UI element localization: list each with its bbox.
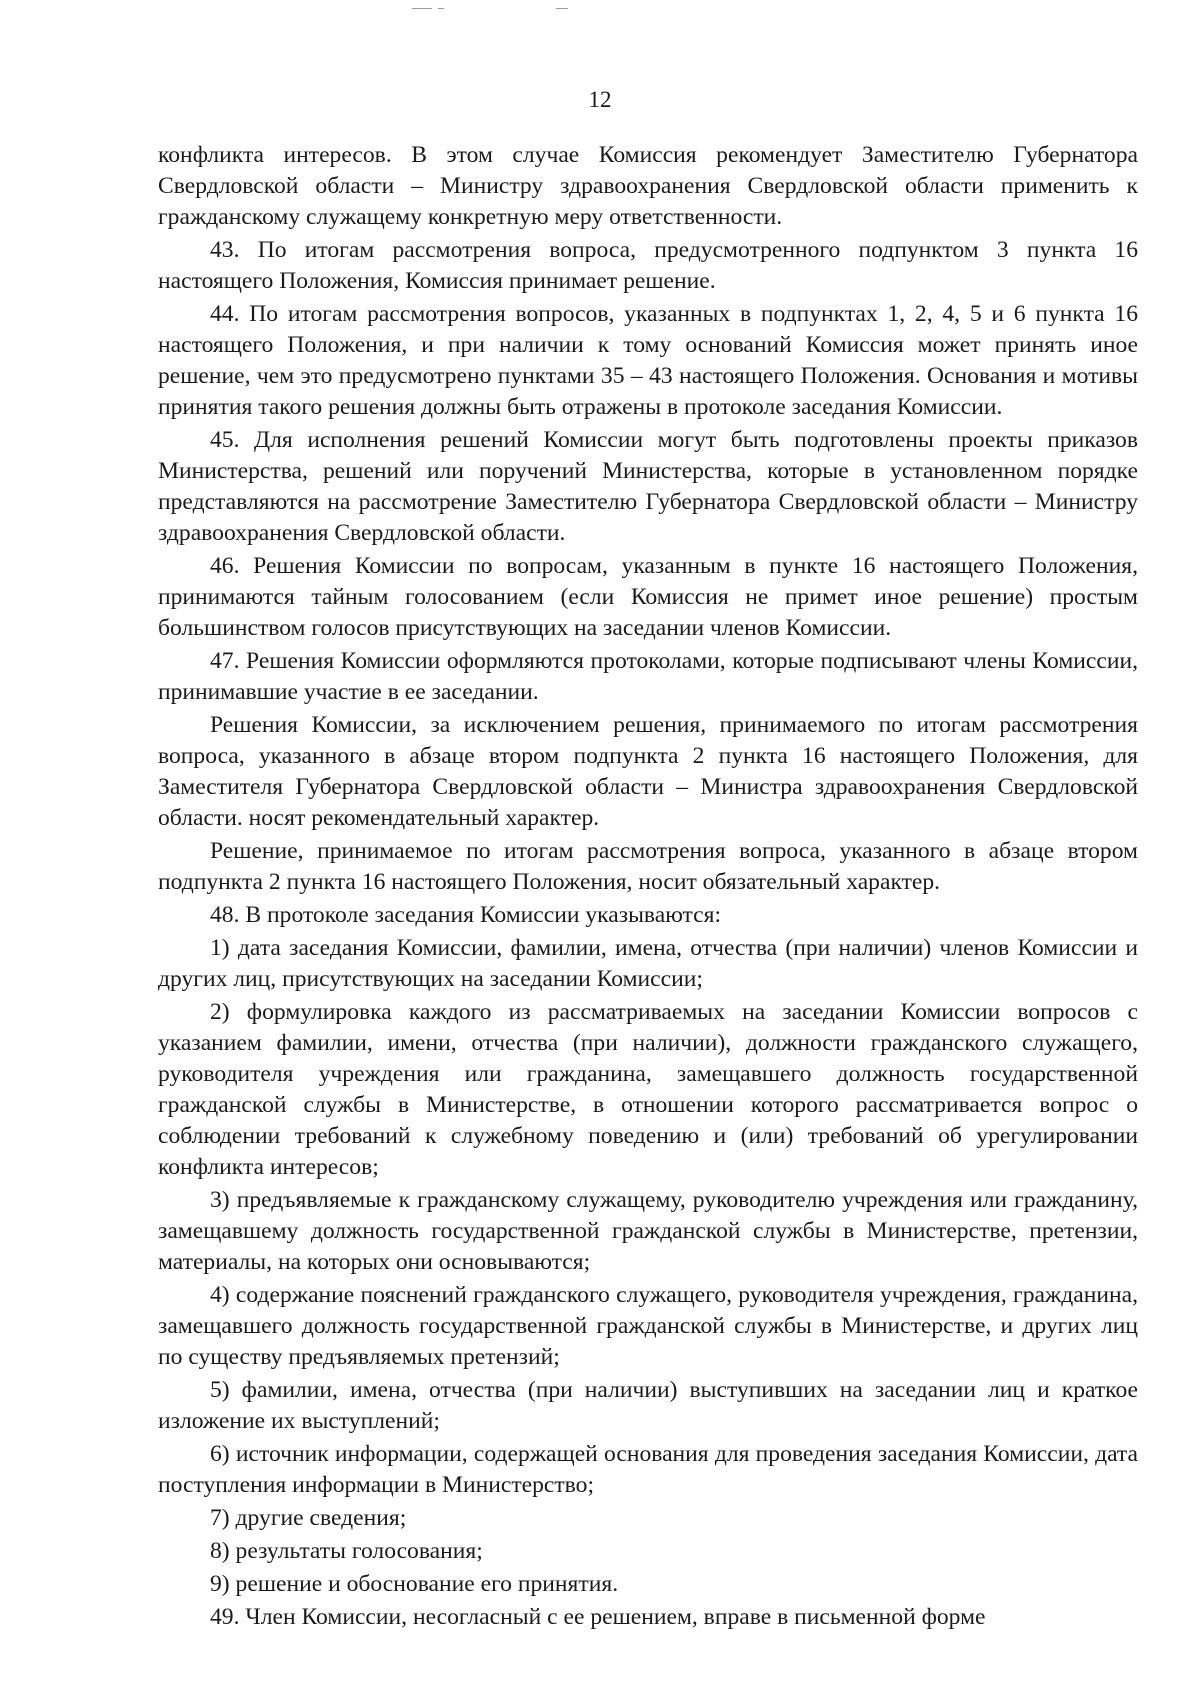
- list-item-9: 9) решение и обоснование его принятия.: [210, 1571, 619, 1597]
- paragraph-item-49: 49. Член Комиссии, несогласный с ее решением, вправе в письменной форме: [210, 1604, 986, 1630]
- paragraph-item-45: 45. Для исполнения решений Комиссии могут быть подготовлены проекты приказов Министерства, решений или поручений Министерства, которые в установленном порядке представляются на рассмотрение Заместителю Губернатора Свердловской области – Министру здравоохранения Свердловской области.: [158, 427, 1138, 546]
- page-number: 12: [588, 87, 612, 112]
- scan-artifact-marks: [0, 8, 1200, 14]
- list-item-1: 1) дата заседания Комиссии, фамилии, имена, отчества (при наличии) членов Комиссии и других лиц, присутствующих на заседании Комиссии;: [158, 935, 1138, 992]
- list-item-5: 5) фамилии, имена, отчества (при наличии) выступивших на заседании лиц и краткое изложение их выступлений;: [158, 1377, 1138, 1434]
- paragraph-item-48: 48. В протоколе заседания Комиссии указываются:: [210, 902, 722, 928]
- list-item-6: 6) источник информации, содержащей основания для проведения заседания Комиссии, дата поступления информации в Министерство;: [158, 1441, 1138, 1498]
- list-item-3: 3) предъявляемые к гражданскому служащему, руководителю учреждения или гражданину, замещавшему должность государственной гражданской службы в Министерстве, претензии, материалы, на которых они основываются;: [158, 1187, 1138, 1275]
- paragraph-item-47: 47. Решения Комиссии оформляются протоколами, которые подписывают члены Комиссии, принимавшие участие в ее заседании.: [158, 648, 1138, 705]
- paragraph-item-46: 46. Решения Комиссии по вопросам, указанным в пункте 16 настоящего Положения, принимаются тайным голосованием (если Комиссия не примет иное решение) простым большинством голосов присутствующих на заседании членов Комиссии.: [158, 553, 1138, 641]
- list-item-4: 4) содержание пояснений гражданского служащего, руководителя учреждения, гражданина, замещавшего должность государственной гражданской службы в Министерстве, и других лиц по существу предъявляемых претензий;: [158, 1282, 1138, 1370]
- document-body: [158, 140, 1138, 1633]
- paragraph-item-43: 43. По итогам рассмотрения вопроса, предусмотренного подпунктом 3 пункта 16 настоящего Положения, Комиссия принимает решение.: [158, 237, 1138, 294]
- paragraph-item-44: 44. По итогам рассмотрения вопросов, указанных в подпунктах 1, 2, 4, 5 и 6 пункта 16 настоящего Положения, и при наличии к тому оснований Комиссия может принять иное решение, чем это предусмотрено пунктами 35 – 43 настоящего Положения. Основания и мотивы принятия такого решения должны быть отражены в протоколе заседания Комиссии.: [158, 301, 1138, 420]
- paragraph-continuation: конфликта интересов. В этом случае Комиссия рекомендует Заместителю Губернатора Свердловской области – Министру здравоохранения Свердловской области применить к гражданскому служащему конкретную меру ответственности.: [158, 142, 1138, 230]
- list-item-7: 7) другие сведения;: [210, 1505, 407, 1531]
- list-item-2: 2) формулировка каждого из рассматриваемых на заседании Комиссии вопросов с указанием фамилии, имени, отчества (при наличии), должности гражданского служащего, руководителя учреждения или гражданина, замещавшего должность государственной гражданской службы в Министерстве, в отношении которого рассматривается вопрос о соблюдении требований к служебному поведению и (или) требований об урегулировании конфликта интересов;: [158, 999, 1138, 1180]
- paragraph-decisions-advisory: Решения Комиссии, за исключением решения, принимаемого по итогам рассмотрения вопроса, указанного в абзаце втором подпункта 2 пункта 16 настоящего Положения, для Заместителя Губернатора Свердловской области – Министра здравоохранения Свердловской области. носят рекомендательный характер.: [158, 712, 1138, 831]
- paragraph-decision-binding: Решение, принимаемое по итогам рассмотрения вопроса, указанного в абзаце втором подпункта 2 пункта 16 настоящего Положения, носит обязательный характер.: [158, 838, 1138, 895]
- list-item-8: 8) результаты голосования;: [210, 1538, 483, 1564]
